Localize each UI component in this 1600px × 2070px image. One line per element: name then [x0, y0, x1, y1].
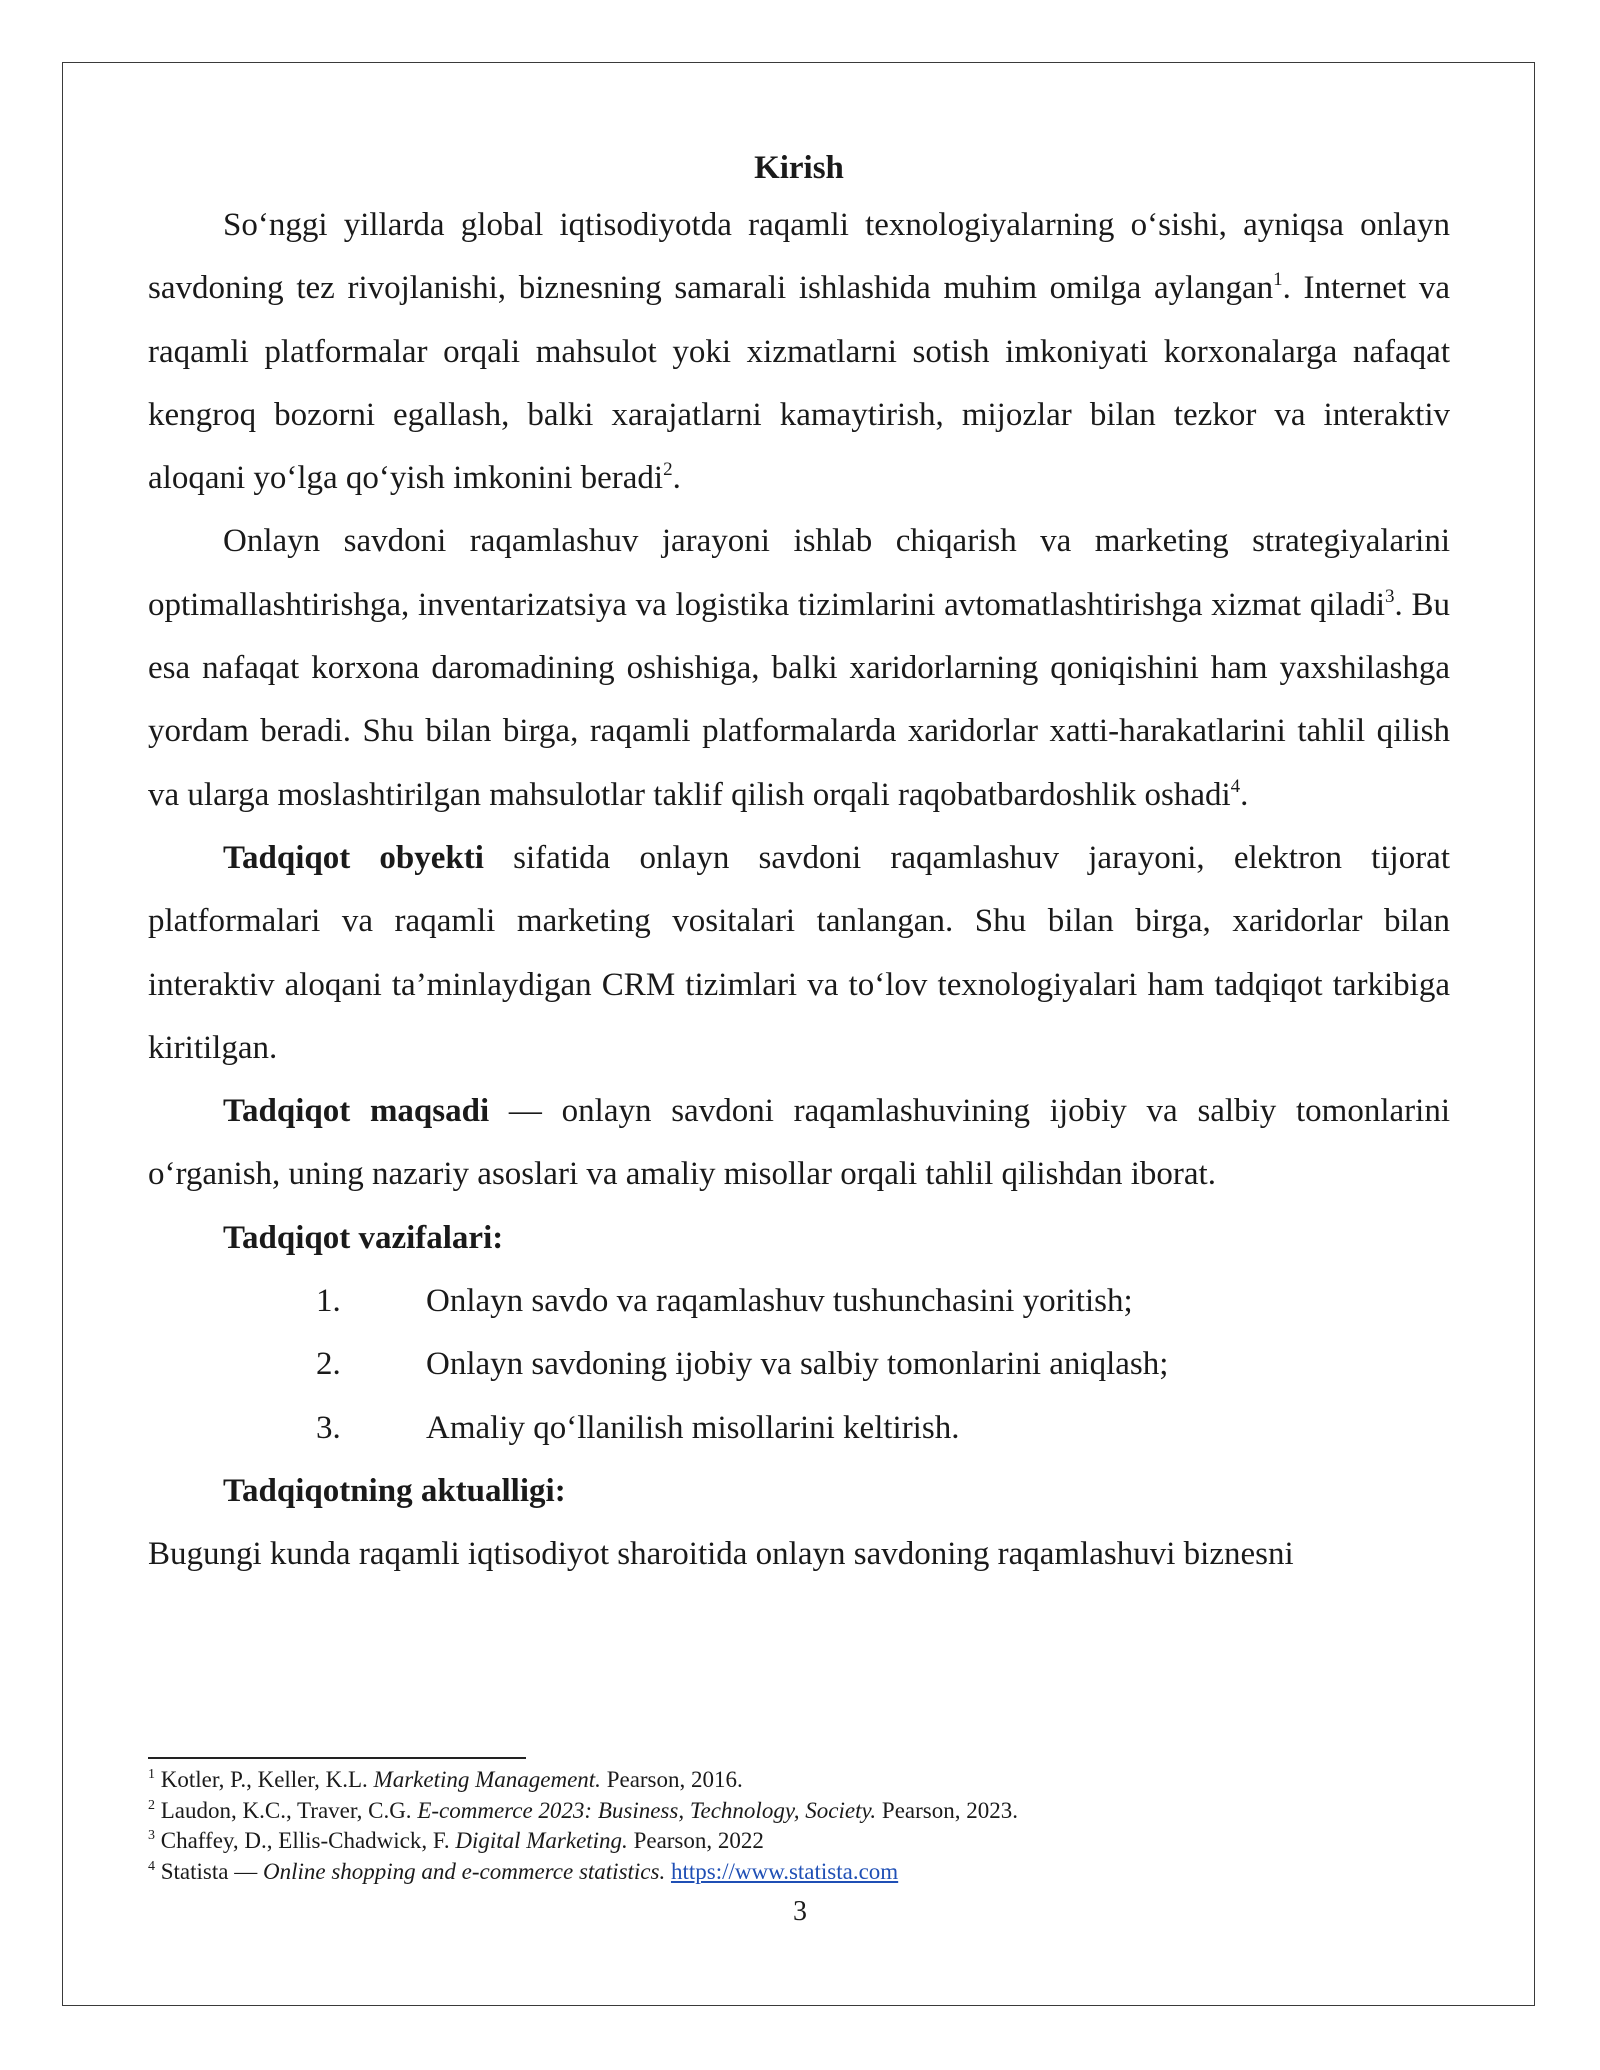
p1-text-c: . [672, 460, 681, 497]
footnote-1 [148, 1765, 1450, 1796]
footnote-authors: Chaffey, D., Ellis-Chadwick, F. [160, 1828, 456, 1853]
footnote-2 [148, 1796, 1450, 1827]
list-item-text: Amaliy qo‘llanilish misollarini keltirish. [426, 1409, 960, 1446]
statista-link[interactable]: https://www.statista.com [670, 1858, 899, 1884]
footnote-4 [148, 1857, 1450, 1888]
footnote-ref-2[interactable]: 2 [663, 459, 673, 481]
footnote-ref-4[interactable]: 4 [1230, 775, 1241, 797]
intro-paragraph-2 [148, 510, 1450, 826]
research-goal-paragraph [148, 1080, 1450, 1207]
research-goal-label: Tadqiqot maqsadi [223, 1093, 490, 1130]
list-item-number: 3. [316, 1409, 341, 1446]
footnote-number: 2 [148, 1797, 155, 1813]
footnote-number: 4 [148, 1858, 155, 1874]
page-title: Kirish [754, 150, 844, 186]
footnote-ref-1[interactable]: 1 [1273, 269, 1283, 291]
page-body [148, 148, 1450, 1587]
footnote-authors: Statista — [160, 1858, 263, 1884]
relevance-heading: Tadqiqotning aktualligi: [223, 1472, 566, 1509]
footnote-title: E-commerce 2023: Business, Technology, Society. [417, 1797, 877, 1823]
footnotes [148, 1757, 1450, 1887]
research-goal-text: — onlayn savdoni raqamlashuvining ijobiy va salbiy tomonlarini o‘rganish, uning nazariy asoslari va amaliy misollar orqali tahlil qilishdan iborat. [148, 1093, 1450, 1193]
list-item-number: 2. [316, 1346, 341, 1383]
tasks-list [148, 1270, 1450, 1460]
tasks-heading: Tadqiqot vazifalari: [223, 1219, 504, 1256]
research-object-text: sifatida onlayn savdoni raqamlashuv jarayoni, elektron tijorat platformalari va raqamli marketing vositalari tanlangan. Shu bilan birga, xaridorlar bilan interaktiv aloqani ta’minlaydigan CRM tizimlari va to‘lov texnologiyalari ham tadqiqot tarkibiga kiritilgan. [148, 839, 1450, 1066]
footnote-rest: Pearson, 2023. [876, 1797, 1018, 1823]
p2-text-c: . [1240, 776, 1249, 813]
p2-text-b: . Bu esa nafaqat korxona daromadining oshishiga, balki xaridorlarning qoniqishini ham yaxshilashga yordam beradi. Shu bilan birga, raqamli platformalarda xaridorlar xatti-harakatlarini tahlil qilish va ularga moslashtirilgan mahsulotlar taklif qilish orqali raqobatbardoshlik oshadi [148, 586, 1450, 813]
research-object-paragraph [148, 827, 1450, 1080]
relevance-paragraph: Bugungi kunda raqamli iqtisodiyot sharoitida onlayn savdoning raqamlashuvi biznesni [148, 1536, 1294, 1573]
list-item [148, 1333, 1450, 1396]
intro-paragraph-1 [148, 194, 1450, 510]
footnote-rest: Pearson, 2016. [600, 1767, 743, 1792]
footnote-title: Digital Marketing. [455, 1828, 628, 1853]
footnote-ref-3[interactable]: 3 [1384, 585, 1395, 607]
research-object-label: Tadqiqot obyekti [223, 839, 484, 876]
p2-text-a: Onlayn savdoni raqamlashuv jarayoni ishlab chiqarish va marketing strategiyalarini optimallashtirishga, inventarizatsiya va logistika tizimlarini avtomatlashtirishga xizmat qiladi [148, 523, 1450, 623]
p1-text-a: So‘nggi yillarda global iqtisodiyotda raqamli texnologiyalarning o‘sishi, ayniqsa onlayn savdoning tez rivojlanishi, biznesning samarali ishlashida muhim omilga aylangan [148, 207, 1450, 307]
p1-text-b: . Internet va raqamli platformalar orqali mahsulot yoki xizmatlarni sotish imkoniyati korxonalarga nafaqat kengroq bozorni egallash, balki xarajatlarni kamaytirish, mijozlar bilan tezkor va interaktiv aloqani yo‘lga qo‘yish imkonini beradi [148, 270, 1450, 497]
list-item [148, 1270, 1450, 1333]
footnote-rest: Pearson, 2022 [627, 1828, 764, 1853]
footnote-title: Marketing Management. [373, 1767, 601, 1792]
page-number: 3 [793, 1896, 807, 1927]
footnote-number: 3 [148, 1828, 155, 1843]
list-item-number: 1. [316, 1283, 341, 1320]
list-item-text: Onlayn savdoning ijobiy va salbiy tomonlarini aniqlash; [426, 1346, 1169, 1383]
footnote-3 [148, 1826, 1450, 1857]
list-item-text: Onlayn savdo va raqamlashuv tushunchasini yoritish; [426, 1283, 1133, 1320]
footnote-title: Online shopping and e-commerce statistics. [262, 1858, 666, 1884]
footnote-number: 1 [148, 1767, 155, 1782]
footnote-separator [148, 1757, 526, 1759]
footnote-authors: Kotler, P., Keller, K.L. [160, 1767, 374, 1792]
footnote-authors: Laudon, K.C., Traver, C.G. [160, 1797, 418, 1823]
list-item [148, 1397, 1450, 1460]
